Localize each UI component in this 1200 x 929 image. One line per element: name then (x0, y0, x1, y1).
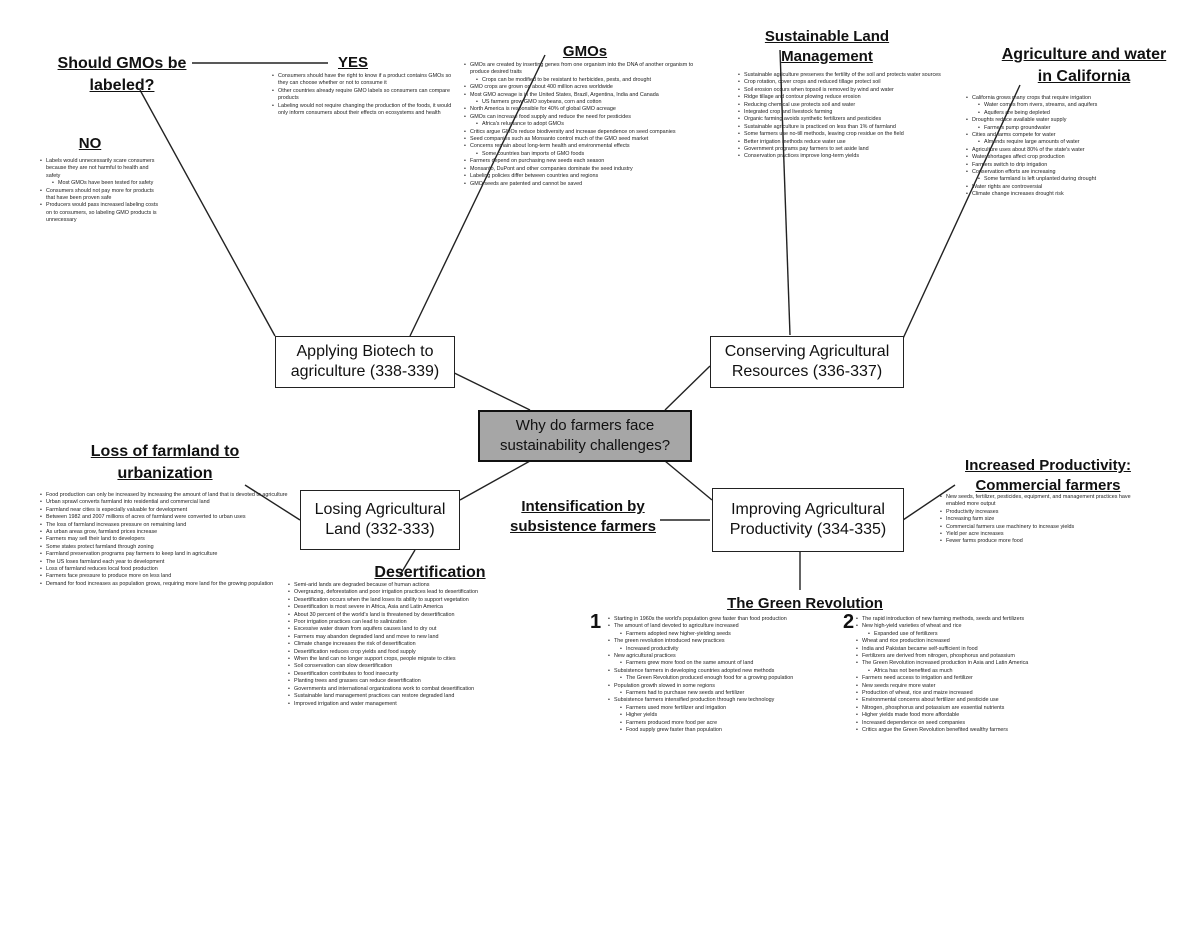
note-item: • GMO seeds are patented and cannot be saved (464, 181, 704, 188)
note-item: • North America is responsible for 40% of global GMO acreage (464, 106, 704, 113)
heading-yes: YES (337, 54, 368, 71)
note-item: • Labeling policies differ between countries and regions (464, 173, 704, 180)
notes-no (40, 158, 160, 248)
note-item: • Climate change increases the risk of desertification (288, 641, 578, 648)
note-item: • Farmers may sell their land to developers (40, 536, 290, 543)
note-item: • Farmers face pressure to produce more on less land (40, 573, 290, 580)
note-item: • Agriculture uses about 80% of the state's water (966, 147, 1186, 154)
heading-intensification: Intensification by subsistence farmers (510, 498, 656, 535)
note-item: • Farmers depend on purchasing new seeds each season (464, 158, 704, 165)
notes-green-left (608, 616, 840, 924)
note-item: • GMOs can increase food supply and reduce the need for pesticides (464, 114, 704, 121)
heading-green-revolution: The Green Revolution (727, 595, 883, 612)
note-item: • Africa's reluctance to adopt GMOs (464, 121, 704, 128)
note-item: • Semi-arid lands are degraded because of human actions (288, 582, 578, 589)
heading-gmos: GMOs (562, 43, 608, 60)
note-item: • Loss of farmland reduces local food production (40, 566, 290, 573)
notes-yes (272, 73, 452, 173)
note-item: • Sustainable land management practices can restore degraded land (288, 693, 578, 700)
note-item: • Environmental concerns about fertilizer and pesticide use (856, 697, 1070, 704)
note-item: • When the land can no longer support crops, people migrate to cities (288, 656, 578, 663)
note-item: • Better irrigation methods reduce water use (738, 139, 950, 146)
heading-sustainable: Sustainable Land Management (764, 28, 890, 65)
central-question-box (478, 410, 692, 462)
note-item: • Farmers grew more food on the same amount of land (608, 660, 840, 667)
note-item: • Cities and farms compete for water (966, 132, 1186, 139)
notes-productivity (940, 494, 1150, 574)
note-item: • The Green Revolution increased production in Asia and Latin America (856, 660, 1070, 667)
note-item: • Food production can only be increased by increasing the amount of land that is devoted to agriculture (40, 492, 290, 499)
note-item: • Farmland preservation programs pay farmers to keep land in agriculture (40, 551, 290, 558)
note-item: • The US loses farmland each year to development (40, 559, 290, 566)
note-item: • Desertification contributes to food insecurity (288, 671, 578, 678)
note-item: • Farmers used more fertilizer and irrigation (608, 705, 840, 712)
heading-productivity: Increased Productivity: Commercial farmers (965, 457, 1131, 494)
note-item: • As urban areas grow, farmland prices increase (40, 529, 290, 536)
note-item: • New seeds require more water (856, 683, 1070, 690)
note-item: • Some states protect farmland through zoning (40, 544, 290, 551)
losing-box (300, 490, 460, 550)
note-item: • Increasing farm size (940, 516, 1150, 523)
note-item: • Farmers produced more food per acre (608, 720, 840, 727)
note-item: • Ridge tillage and contour plowing reduce erosion (738, 94, 950, 101)
note-item: • Productivity increases (940, 509, 1150, 516)
note-item: • About 30 percent of the world's land is threatened by desertification (288, 612, 578, 619)
note-item: • Subsistence farmers in developing countries adopted new methods (608, 668, 840, 675)
line-center-losing (460, 461, 530, 500)
marker-one: 1 (590, 611, 602, 633)
note-item: • New seeds, fertilizer, pesticides, equipment, and management practices have enabled more output (940, 494, 1150, 509)
notes-gmos (464, 62, 704, 402)
note-item: • GMOs are created by inserting genes from one organism into the DNA of another organism to produce desired traits (464, 62, 704, 77)
note-item: • Increased productivity (608, 646, 840, 653)
improving-label: Improving Agricultural Productivity (334-335) (729, 501, 887, 538)
note-item: • Water comes from rivers, streams, and aquifers (966, 102, 1186, 109)
note-item: • Consumers should have the right to know if a product contains GMOs so they can choose whether or not to consume it (272, 73, 452, 88)
notes-green-right (856, 616, 1070, 924)
note-item: • Governments and international organizations work to combat desertification (288, 686, 578, 693)
note-item: • Overgrazing, deforestation and poor irrigation practices lead to desertification (288, 589, 578, 596)
note-item: • Conservation efforts are increasing (966, 169, 1186, 176)
note-item: • Urban sprawl converts farmland into residential and commercial land (40, 499, 290, 506)
notes-farmland (40, 492, 290, 728)
heading-farmland: Loss of farmland to urbanization (90, 443, 240, 482)
note-item: • Climate change increases drought risk (966, 191, 1186, 198)
note-item: • Between 1982 and 2007 millions of acres of farmland were converted to urban uses (40, 514, 290, 521)
note-item: • Seed companies such as Monsanto control much of the GMO seed market (464, 136, 704, 143)
note-item: • Concerns remain about long-term health and environmental effects (464, 143, 704, 150)
biotech-label: Applying Biotech to agriculture (338-339) (290, 343, 440, 380)
note-item: • Other countries already require GMO labels so consumers can compare products (272, 88, 452, 103)
note-item: • Almonds require large amounts of water (966, 139, 1186, 146)
note-item: • Critics argue GMOs reduce biodiversity and increase dependence on seed companies (464, 129, 704, 136)
note-item: • Crops can be modified to be resistant to herbicides, pests, and drought (464, 77, 704, 84)
line-center-improving (665, 461, 712, 500)
central-question-label: Why do farmers face sustainability challenges? (499, 417, 671, 454)
heading-should-label: Should GMOs be labeled? (57, 55, 187, 94)
note-item: • Monsanto, DuPont and other companies dominate the seed industry (464, 166, 704, 173)
note-item: • Crop rotation, cover crops and reduced tillage protect soil (738, 79, 950, 86)
note-item: • Excessive water drawn from aquifers causes land to dry out (288, 626, 578, 633)
note-item: • New high-yield varieties of wheat and rice (856, 623, 1070, 630)
note-item: • Production of wheat, rice and maize increased (856, 690, 1070, 697)
note-item: • Sustainable agriculture is practiced on less than 1% of farmland (738, 124, 950, 131)
note-item: • The rapid introduction of new farming methods, seeds and fertilizers (856, 616, 1070, 623)
note-item: • Fewer farms produce more food (940, 538, 1150, 545)
improving-box (712, 488, 904, 552)
note-item: • GMO crops are grown on about 400 million acres worldwide (464, 84, 704, 91)
note-item: • Farmers adopted new higher-yielding seeds (608, 631, 840, 638)
note-item: • Organic farming avoids synthetic fertilizers and pesticides (738, 116, 950, 123)
note-item: • Nitrogen, phosphorus and potassium are essential nutrients (856, 705, 1070, 712)
note-item: • India and Pakistan became self-sufficient in food (856, 646, 1070, 653)
conserving-box (710, 336, 904, 388)
note-item: • Soil conservation can slow desertification (288, 663, 578, 670)
note-item: • Integrated crop and livestock farming (738, 109, 950, 116)
note-item: • Consumers should not pay more for products that have been proven safe (40, 188, 160, 203)
note-item: • Farmers pump groundwater (966, 125, 1186, 132)
note-item: • Some countries ban imports of GMO foods (464, 151, 704, 158)
heading-desertification: Desertification (374, 564, 486, 581)
heading-california: Agriculture and water in California (1001, 46, 1167, 85)
note-item: • Population growth slowed in some regions (608, 683, 840, 690)
note-item: • Farmers may abandon degraded land and move to new land (288, 634, 578, 641)
note-item: • Farmers had to purchase new seeds and fertilizer (608, 690, 840, 697)
note-item: • Most GMOs have been tested for safety (40, 180, 160, 187)
note-item: • Some farmers use no-till methods, leaving crop residue on the field (738, 131, 950, 138)
note-item: • Farmers switch to drip irrigation (966, 162, 1186, 169)
note-item: • Soil erosion occurs when topsoil is removed by wind and water (738, 87, 950, 94)
note-item: • Droughts reduce available water supply (966, 117, 1186, 124)
note-item: • Farmers need access to irrigation and fertilizer (856, 675, 1070, 682)
note-item: • Producers would pass increased labeling costs on to consumers, so labeling GMO products is unnecessary (40, 202, 160, 224)
note-item: • Commercial farmers use machinery to increase yields (940, 524, 1150, 531)
note-item: • Most GMO acreage is in the United States, Brazil, Argentina, India and Canada (464, 92, 704, 99)
note-item: • California grows many crops that require irrigation (966, 95, 1186, 102)
note-item: • Expanded use of fertilizers (856, 631, 1070, 638)
line-biotech-shouldlabel (140, 90, 275, 336)
note-item: • Some farmland is left unplanted during drought (966, 176, 1186, 183)
note-item: • Desertification occurs when the land loses its ability to support vegetation (288, 597, 578, 604)
note-item: • The loss of farmland increases pressure on remaining land (40, 522, 290, 529)
note-item: • Improved irrigation and water management (288, 701, 578, 708)
note-item: • Starting in 1960s the world's population grew faster than food production (608, 616, 840, 623)
note-item: • Conservation practices improve long-term yields (738, 153, 950, 160)
note-item: • Wheat and rice production increased (856, 638, 1070, 645)
note-item: • Water rights are controversial (966, 184, 1186, 191)
note-item: • Food supply grew faster than population (608, 727, 840, 734)
notes-desertification (288, 582, 578, 922)
note-item: • Africa has not benefited as much (856, 668, 1070, 675)
note-item: • Higher yields (608, 712, 840, 719)
losing-label: Losing Agricultural Land (332-333) (314, 501, 446, 538)
note-item: • Government programs pay farmers to set aside land (738, 146, 950, 153)
note-item: • Fertilizers are derived from nitrogen, phosphorus and potassium (856, 653, 1070, 660)
note-item: • Labeling would not require changing the production of the foods, it would only inform consumers about their effects on ecosystems and health (272, 103, 452, 118)
note-item: • Yield per acre increases (940, 531, 1150, 538)
note-item: • The amount of land devoted to agriculture increased (608, 623, 840, 630)
marker-two: 2 (843, 611, 855, 633)
note-item: • Demand for food increases as population grows, requiring more land for the growing population (40, 581, 290, 588)
biotech-box (275, 336, 455, 388)
notes-sustainable (738, 72, 950, 334)
note-item: • Higher yields made food more affordable (856, 712, 1070, 719)
note-item: • Sustainable agriculture preserves the fertility of the soil and protects water sources (738, 72, 950, 79)
note-item: • Desertification is most severe in Africa, Asia and Latin America (288, 604, 578, 611)
note-item: • New agricultural practices (608, 653, 840, 660)
note-item: • Farmland near cities is especially valuable for development (40, 507, 290, 514)
note-item: • Poor irrigation practices can lead to salinization (288, 619, 578, 626)
note-item: • Planting trees and grasses can reduce desertification (288, 678, 578, 685)
note-item: • Reducing chemical use protects soil and water (738, 102, 950, 109)
note-item: • Subsistence farmers intensified production through new technology (608, 697, 840, 704)
note-item: • Critics argue the Green Revolution benefited wealthy farmers (856, 727, 1070, 734)
note-item: • The green revolution introduced new practices (608, 638, 840, 645)
note-item: • Desertification reduces crop yields and food supply (288, 649, 578, 656)
note-item: • Increased dependence on seed companies (856, 720, 1070, 727)
note-item: • Aquifers are being depleted (966, 110, 1186, 117)
heading-no: NO (78, 135, 102, 152)
notes-california (966, 95, 1186, 425)
note-item: • Water shortages affect crop production (966, 154, 1186, 161)
conserving-label: Conserving Agricultural Resources (336-337) (724, 343, 890, 380)
note-item: • The Green Revolution produced enough food for a growing population (608, 675, 840, 682)
note-item: • Labels would unnecessarily scare consumers because they are not harmful to health and safety (40, 158, 160, 180)
note-item: • US farmers grow GMO soybeans, corn and cotton (464, 99, 704, 106)
